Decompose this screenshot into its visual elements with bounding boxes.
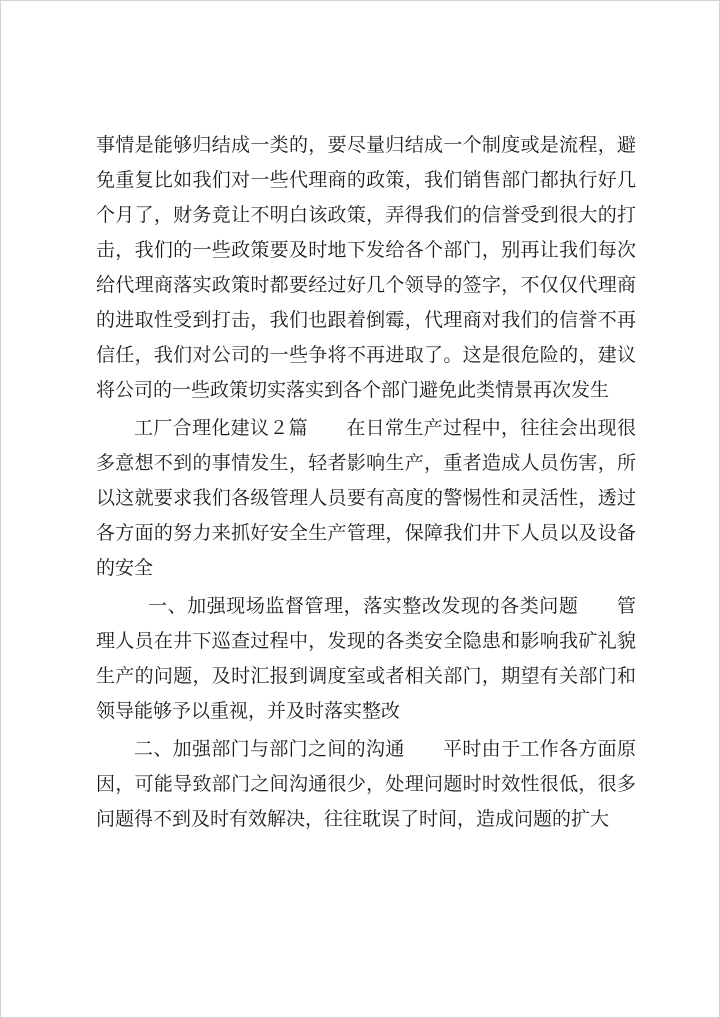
document-body: [96, 128, 636, 837]
paragraph-intro: [96, 128, 636, 408]
paragraph-text: 在日常生产过程中，往往会出现很多意想不到的事情发生，轻者影响生产，重者造成人员伤害，所以这就要求我们各级管理人员要有高度的警惕性和灵活性，透过各方面的努力来抓好安全生产管理，保障我们井下人员以及设备的安全: [96, 417, 636, 579]
section-heading: 工厂合理化建议２篇: [134, 417, 308, 439]
point-heading: 一、加强现场监督管理，落实整改发现的各类问题: [148, 595, 579, 617]
paragraph-section-title: [96, 411, 636, 586]
point-heading: 二、加强部门与部门之间的沟通: [134, 738, 405, 760]
paragraph-point-1: [96, 589, 636, 729]
paragraph-point-2: [96, 732, 636, 837]
paragraph-text: 管理人员在井下巡查过程中，发现的各类安全隐患和影响我矿礼貌生产的问题，及时汇报到调度室或者相关部门，期望有关部门和领导能够予以重视，并及时落实整改: [96, 595, 636, 722]
paragraph-text: 事情是能够归结成一类的，要尽量归结成一个制度或是流程，避免重复比如我们对一些代理商的政策，我们销售部门都执行好几个月了，财务竟让不明白该政策，弄得我们的信誉受到很大的打击，我们的一些政策要及时地下发给各个部门，别再让我们每次给代理商落实政策时都要经过好几个领导的签字，不仅仅代理商的进取性受到打击，我们也跟着倒霉，代理商对我们的信誉不再信任，我们对公司的一些争将不再进取了。这是很危险的，建议将公司的一些政策切实落实到各个部门避免此类情景再次发生: [96, 134, 636, 401]
paragraph-text: 平时由于工作各方面原因，可能导致部门之间沟通很少，处理问题时时效性很低，很多问题得不到及时有效解决，往往耽误了时间，造成问题的扩大: [96, 738, 636, 830]
